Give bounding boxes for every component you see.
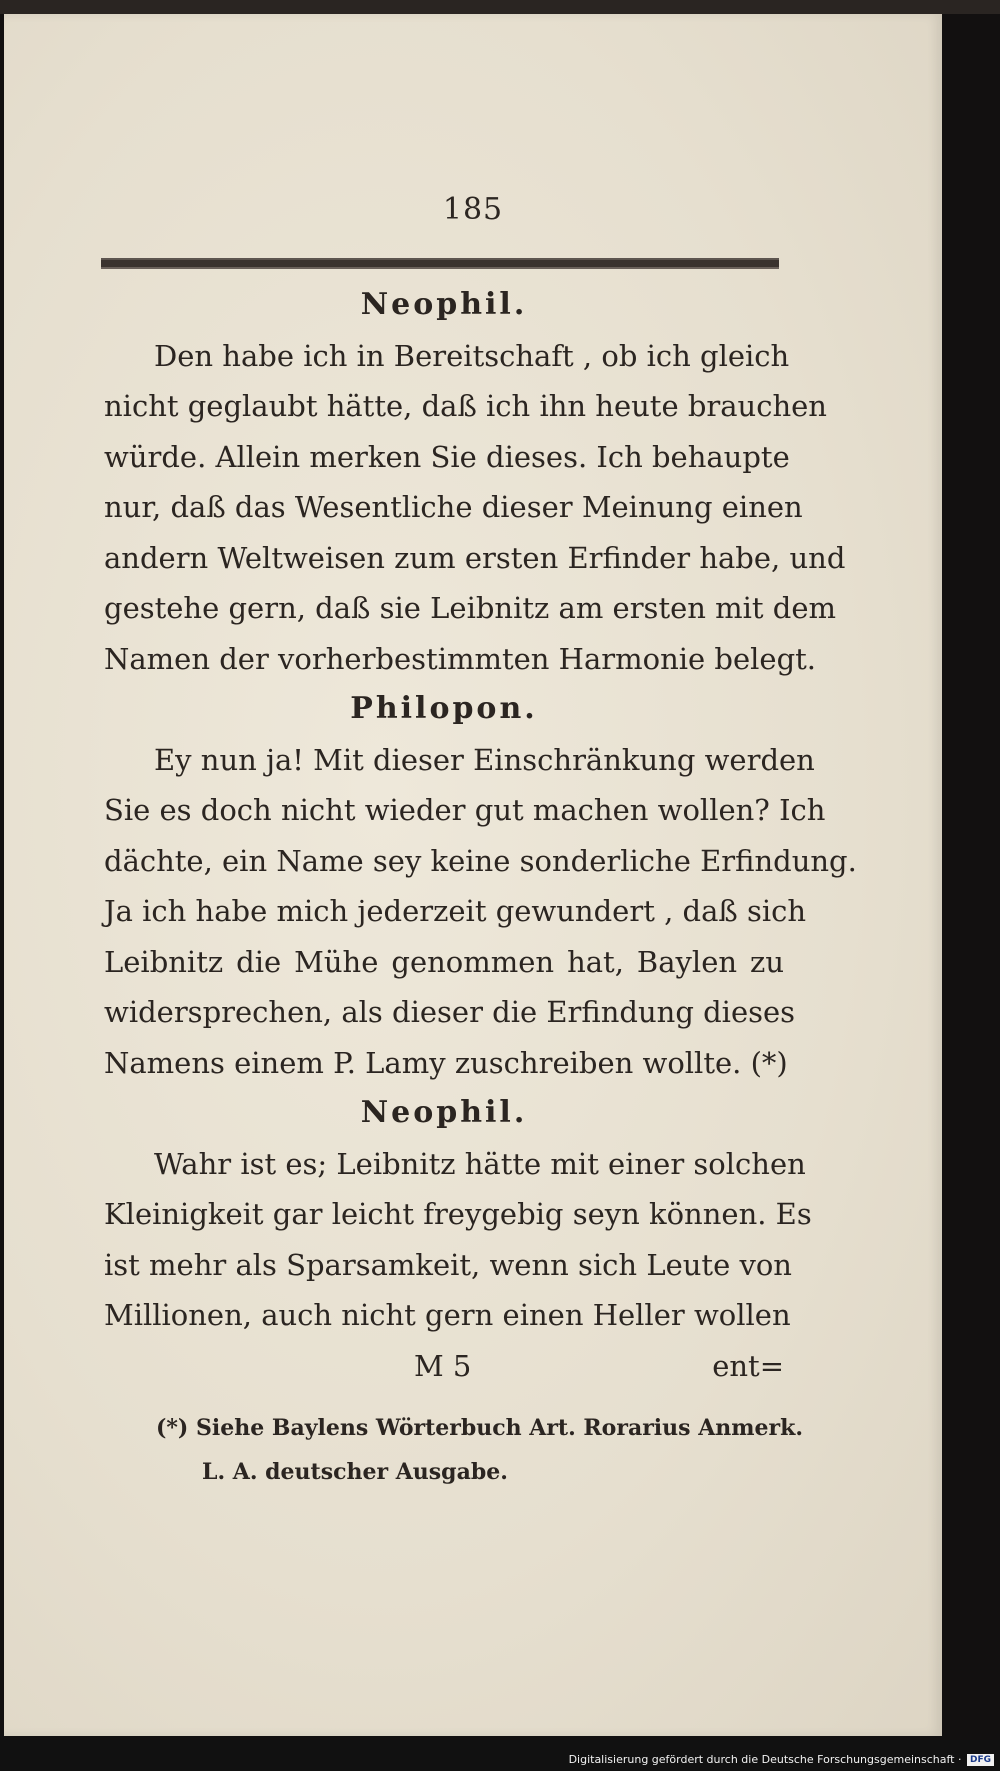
text-line: würde. Allein merken Sie dieses. Ich behaupte [104,439,790,474]
text-line: dächte, ein Name sey keine sonderliche Erfindung. [104,843,857,878]
speaker-name: Neophil. [360,287,528,322]
text-line: Sie es doch nicht wieder gut machen wollen? Ich [104,793,826,827]
text-line: Namens einem P. Lamy zuschreiben wollte. (*) [104,1045,788,1080]
text-line: nur, daß das Wesentliche dieser Meinung einen [104,490,803,524]
catchword: ent= [712,1348,784,1383]
scan-top-edge [0,0,1000,14]
text-line: Wahr ist es; Leibnitz hätte mit einer solchen [154,1146,806,1181]
signature-mark: M 5 [414,1348,472,1383]
dfg-logo: DFG [967,1754,994,1766]
signature-row [104,1341,784,1392]
speaker-name: Philopon. [350,691,538,726]
text-line: Millionen, auch nicht gern einen Heller wollen [104,1298,791,1332]
header-rule [101,258,779,267]
text-line: andern Weltweisen zum ersten Erfinder habe, und [104,540,846,575]
text-line: gestehe gern, daß sie Leibnitz am ersten mit dem [104,591,837,625]
text-line: Ey nun ja! Mit dieser Einschränkung werden [154,742,815,777]
header-rule-thin [101,267,779,269]
text-line: widersprechen, als dieser die Erfindung dieses [104,995,796,1029]
text-line: Ja ich habe mich jederzeit gewundert , daß sich [104,894,807,928]
book-page [4,14,942,1736]
speaker-name: Neophil. [360,1095,528,1130]
text-line: Kleinigkeit gar leicht freygebig seyn können. Es [104,1197,812,1231]
text-line: ist mehr als Sparsamkeit, wenn sich Leute von [104,1247,792,1282]
digitization-credit [569,1753,994,1766]
text-line: nicht geglaubt hätte, daß ich ihn heute brauchen [104,389,827,423]
footnote-line: (*) Siehe Baylens Wörterbuch Art. Rorarius Anmerk. [156,1415,804,1441]
text-line: Leibnitz die Mühe genommen hat, Baylen zu [104,944,784,979]
footnote [156,1406,804,1494]
text-line: Namen der vorherbestimmten Harmonie belegt. [104,641,817,676]
body-text [104,280,857,1391]
footnote-line: L. A. deutscher Ausgabe. [202,1459,508,1485]
page-number: 185 [442,192,504,227]
credit-text: Digitalisierung gefördert durch die Deutsche Forschungsgemeinschaft · [568,1753,962,1766]
text-line: Den habe ich in Bereitschaft , ob ich gleich [154,338,790,373]
